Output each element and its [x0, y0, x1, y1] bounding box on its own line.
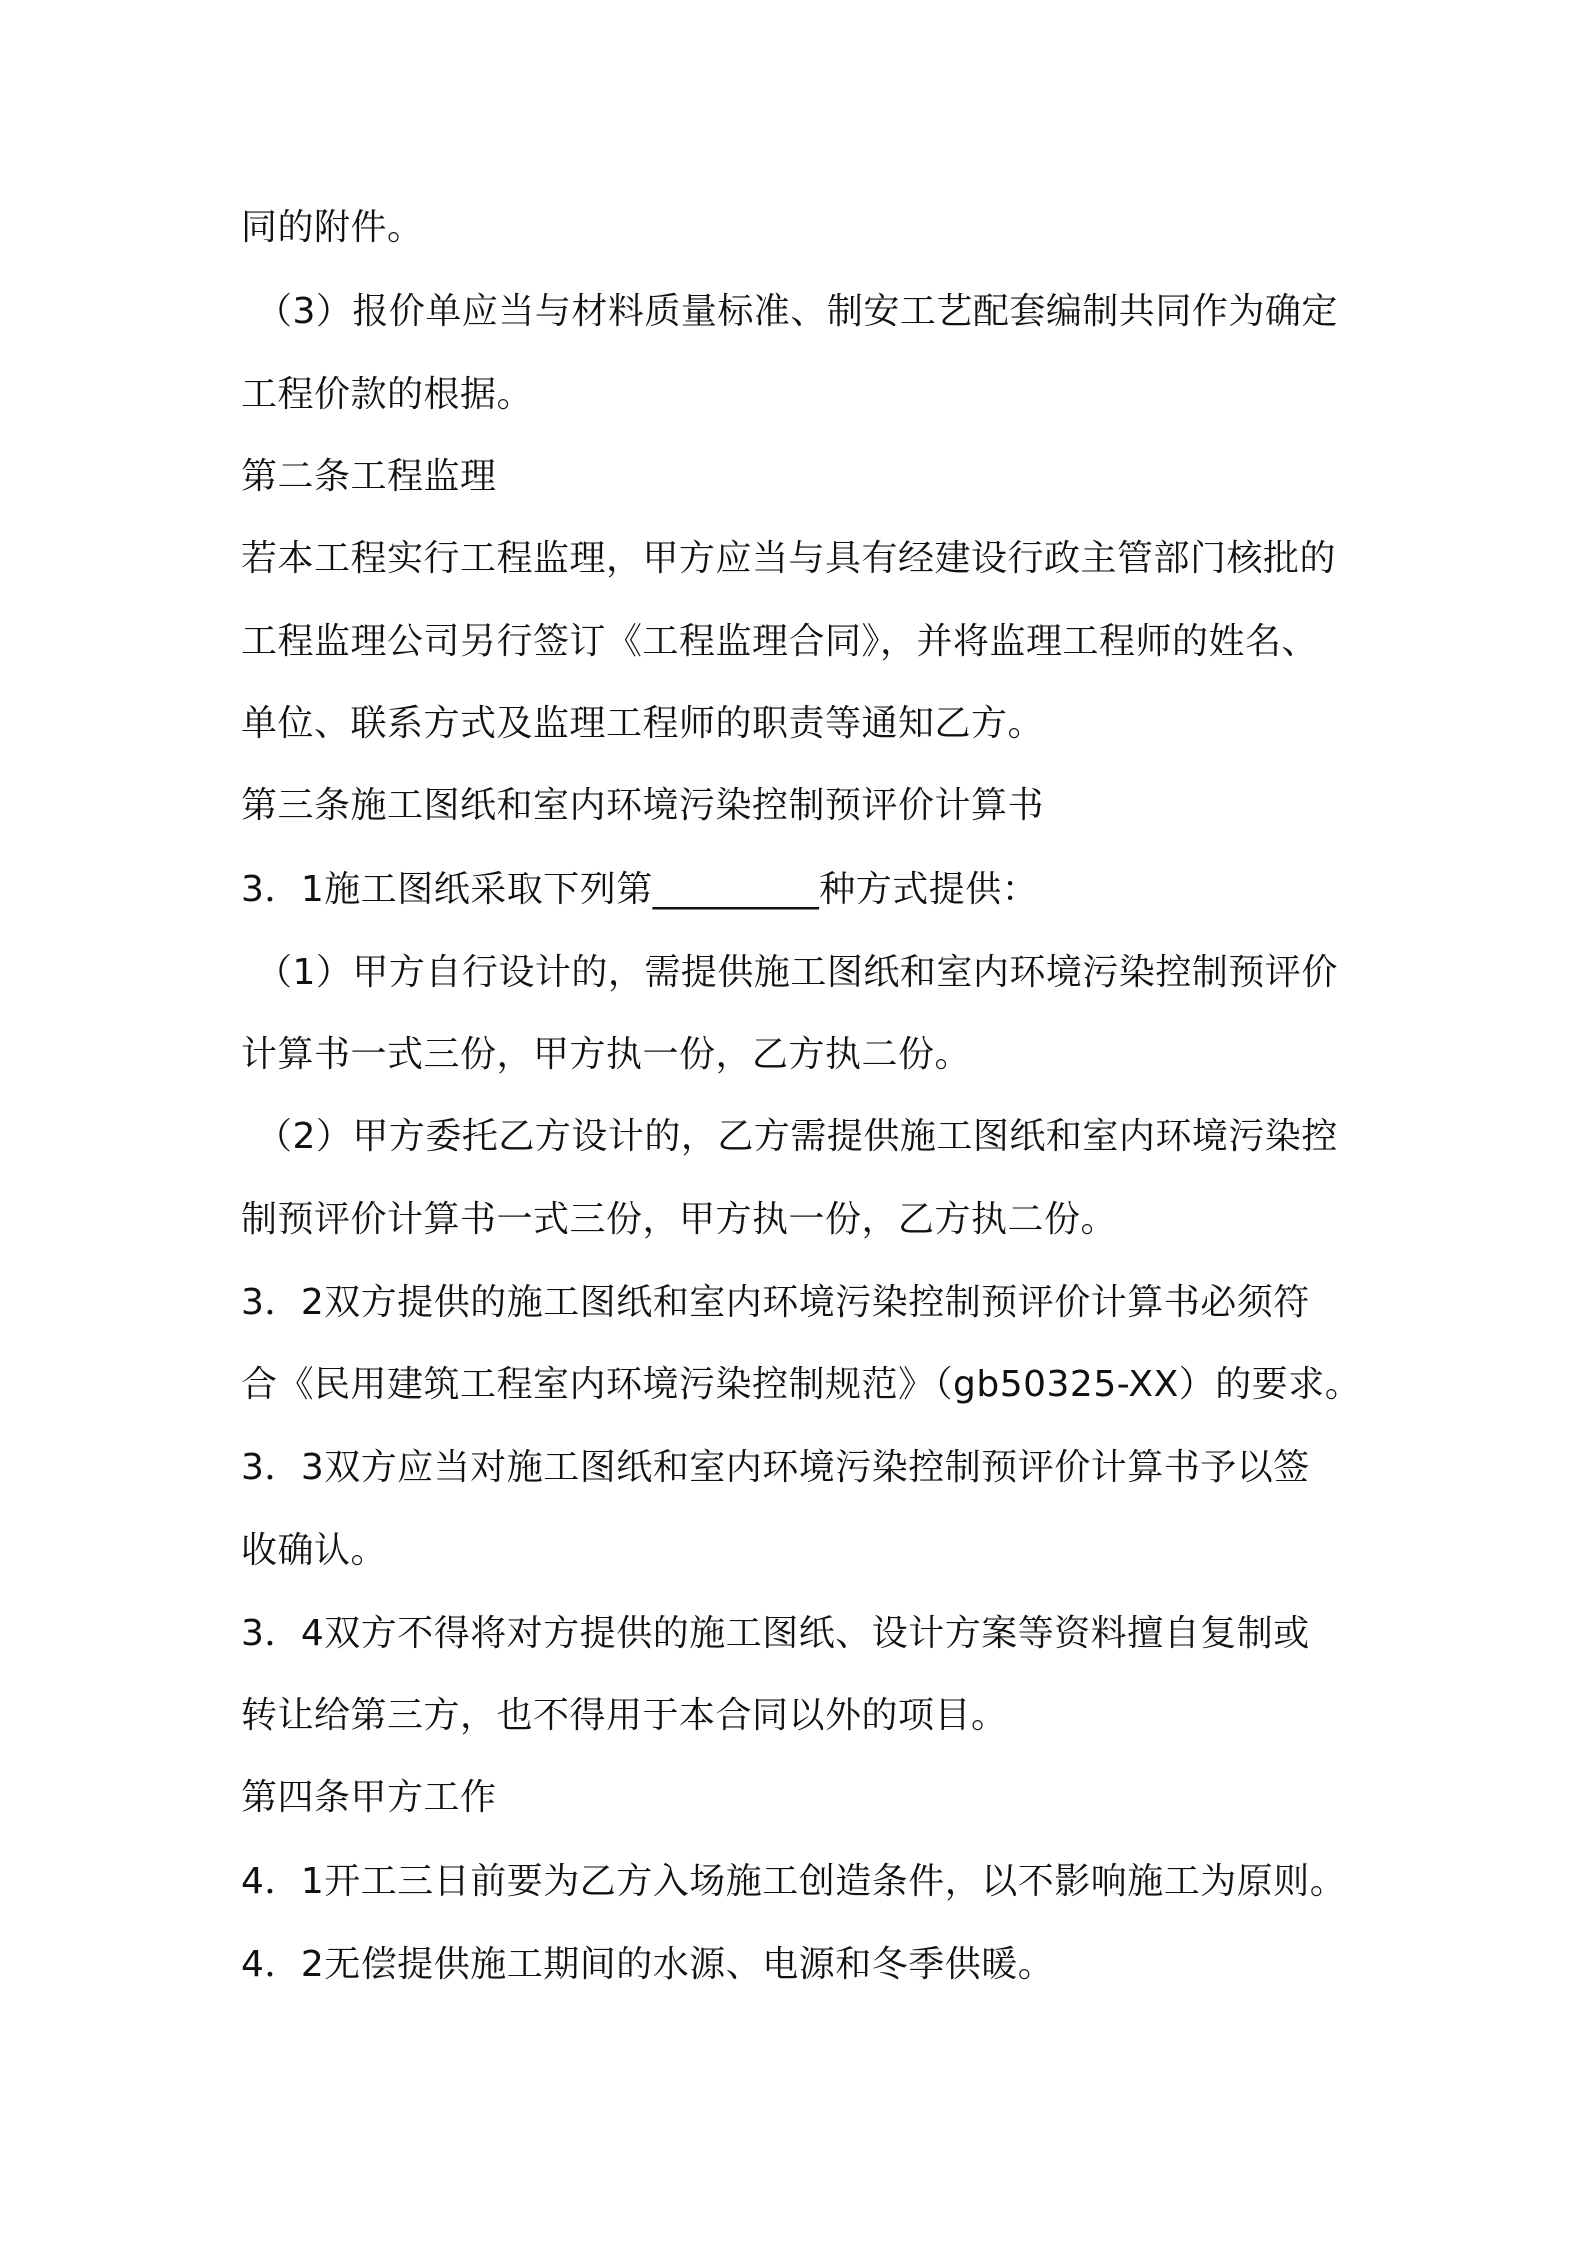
section-heading-3: 第三条施工图纸和室内环境污染控制预评价计算书 — [241, 785, 1045, 826]
text-line-6: 工程监理公司另行签订《工程监理合同》，并将监理工程师的姓名、 — [241, 621, 1319, 662]
text-line-21: 4．1开工三日前要为乙方入场施工创造条件，以不影响施工为原则。 — [241, 1861, 1347, 1902]
section-heading-2: 第二条工程监理 — [241, 456, 497, 497]
text-line-11: 计算书一式三份，甲方执一份，乙方执二份。 — [241, 1034, 972, 1075]
text-line-16: 3．3双方应当对施工图纸和室内环境污染控制预评价计算书予以签 — [241, 1447, 1310, 1488]
text-line-15: 合《民用建筑工程室内环境污染控制规范》（gb50325-XX）的要求。 — [241, 1364, 1362, 1405]
text-line-3: 工程价款的根据。 — [241, 374, 534, 415]
text-line-19: 转让给第三方，也不得用于本合同以外的项目。 — [241, 1695, 1008, 1736]
text-line-14: 3．2双方提供的施工图纸和室内环境污染控制预评价计算书必须符 — [241, 1282, 1310, 1323]
text-line-12: （2）甲方委托乙方设计的，乙方需提供施工图纸和室内环境污染控 — [256, 1116, 1338, 1157]
text-line-22: 4．2无偿提供施工期间的水源、电源和冬季供暖。 — [241, 1944, 1055, 1985]
text-line-1: 同的附件。 — [241, 207, 424, 248]
text-line-9: 3．1施工图纸采取下列第_________种方式提供： — [241, 869, 1039, 910]
text-line-7: 单位、联系方式及监理工程师的职责等通知乙方。 — [241, 703, 1045, 744]
section-heading-4: 第四条甲方工作 — [241, 1777, 497, 1818]
text-line-18: 3．4双方不得将对方提供的施工图纸、设计方案等资料擅自复制或 — [241, 1613, 1310, 1654]
text-line-13: 制预评价计算书一式三份，甲方执一份，乙方执二份。 — [241, 1199, 1118, 1240]
text-line-5: 若本工程实行工程监理，甲方应当与具有经建设行政主管部门核批的 — [241, 538, 1337, 579]
text-line-10: （1）甲方自行设计的，需提供施工图纸和室内环境污染控制预评价 — [256, 952, 1338, 993]
text-line-2: （3）报价单应当与材料质量标准、制安工艺配套编制共同作为确定 — [256, 291, 1338, 332]
text-line-17: 收确认。 — [241, 1530, 388, 1571]
